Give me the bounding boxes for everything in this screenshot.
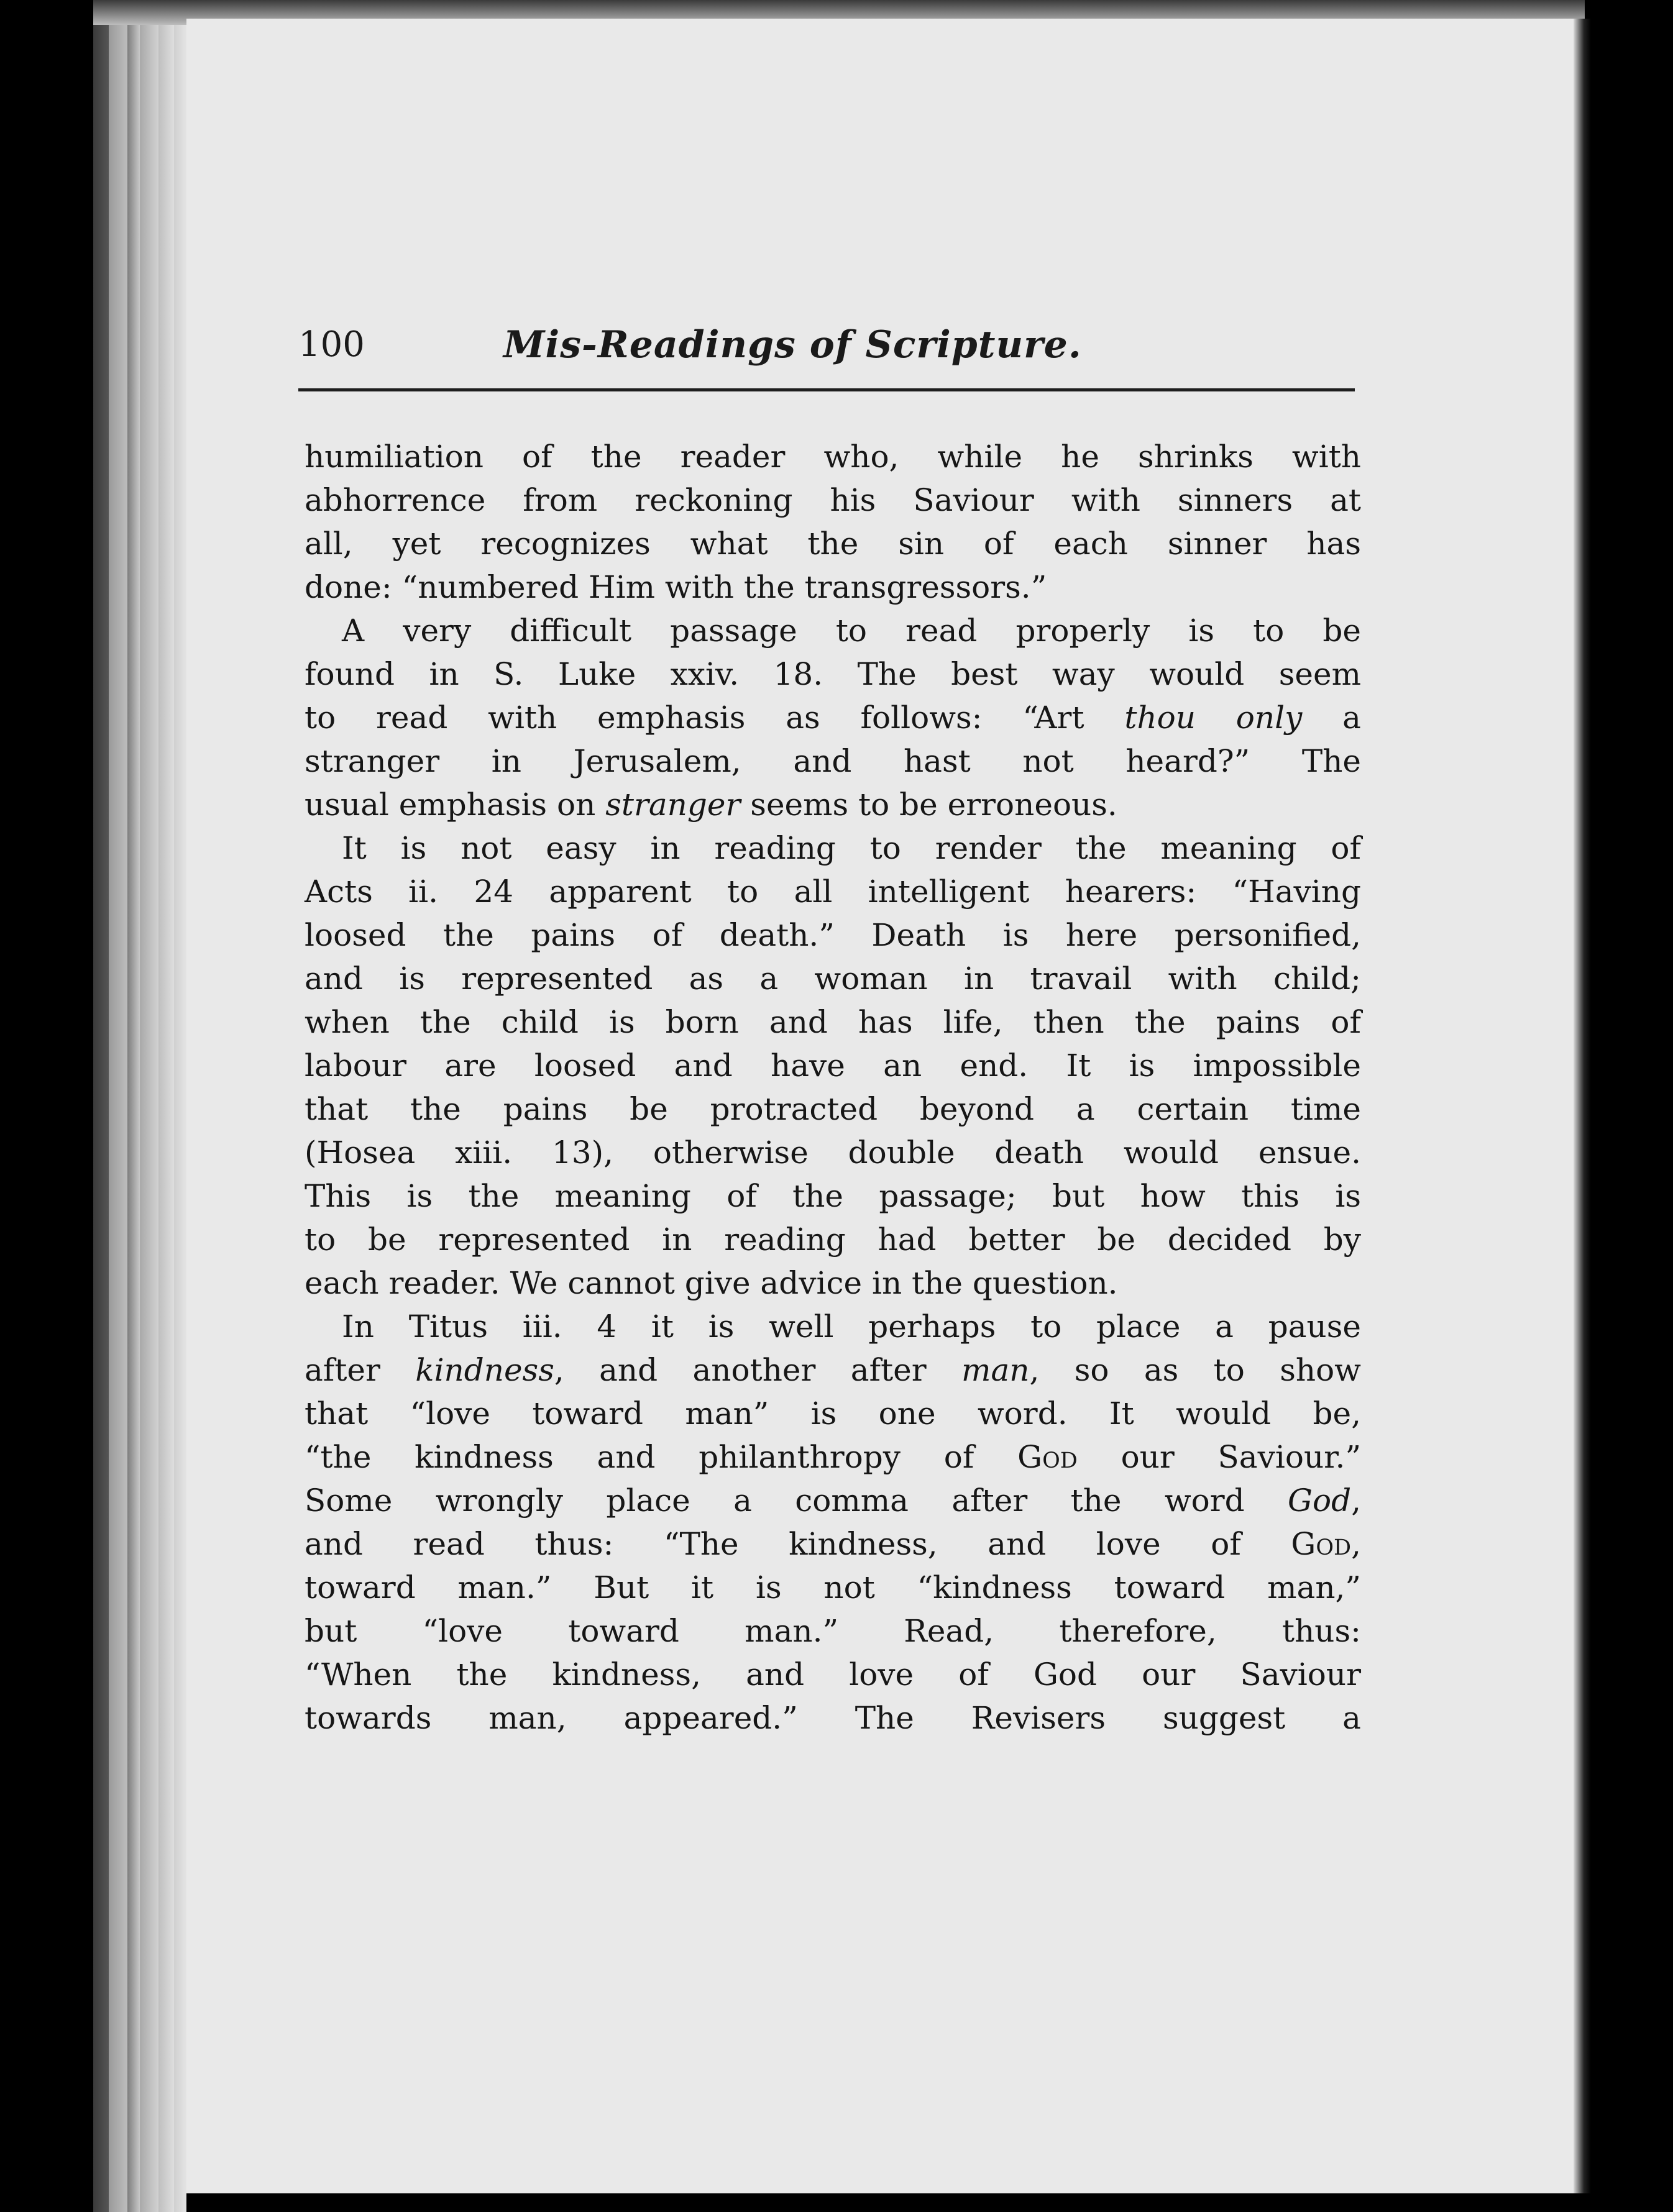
text-line: humiliation of the reader who, while he shrinks with [305, 439, 1361, 475]
text-line: A very difficult passage to read properly is to be [342, 613, 1361, 649]
text-run: to read with emphasis as follows: “Art [305, 700, 1084, 736]
text-line: Acts ii. 24 apparent to all intelligent hearers: “Having [305, 874, 1361, 910]
text-line: “When the kindness, and love of God our Saviour [305, 1657, 1361, 1693]
small-caps-text: God [1017, 1439, 1078, 1475]
page-number: 100 [298, 324, 365, 365]
text-line: abhorrence from reckoning his Saviour with sinners at [305, 482, 1361, 518]
text-line: It is not easy in reading to render the meaning of [342, 830, 1361, 866]
text-line: to be represented in reading had better be decided by [305, 1222, 1361, 1258]
text-line [305, 1479, 1361, 1522]
text-run: a [1342, 700, 1361, 736]
text-line: but “love toward man.” Read, therefore, thus: [305, 1613, 1361, 1649]
text-run: , [1351, 1526, 1361, 1562]
text-line: towards man, appeared.” The Revisers suggest a [305, 1700, 1361, 1736]
text-run: , so as to show [1029, 1352, 1361, 1388]
text-line: and is represented as a woman in travail with child; [305, 961, 1361, 997]
text-line: toward man.” But it is not “kindness toward man,” [305, 1570, 1361, 1606]
text-line: done: “numbered Him with the transgressors.” [305, 569, 1047, 605]
body-text [305, 435, 1361, 1740]
text-run: , and another after [554, 1352, 927, 1388]
text-line [305, 1435, 1361, 1479]
text-line: that “love toward man” is one word. It would be, [305, 1396, 1361, 1432]
text-run: , [1351, 1483, 1361, 1519]
running-title: Mis-Readings of Scripture. [503, 323, 1082, 367]
emphasis-text: man [961, 1352, 1030, 1388]
text-run: “the kindness and philanthropy of [305, 1439, 974, 1475]
text-line: all, yet recognizes what the sin of each sinner has [305, 526, 1361, 562]
text-line: when the child is born and has life, then the pains of [305, 1004, 1361, 1040]
text-line [305, 783, 1361, 826]
text-line: (Hosea xiii. 13), otherwise double death would ensue. [305, 1135, 1361, 1171]
text-line: stranger in Jerusalem, and hast not heard?” The [305, 743, 1361, 779]
header-rule [298, 388, 1355, 391]
text-run: Some wrongly place a comma after the word [305, 1483, 1245, 1519]
text-line [305, 1348, 1361, 1392]
emphasis-text: thou only [1124, 700, 1303, 736]
text-line: that the pains be protracted beyond a certain time [305, 1091, 1361, 1127]
small-caps-text: God [1291, 1526, 1352, 1562]
text-line: labour are loosed and have an end. It is impossible [305, 1048, 1361, 1084]
text-run: our Saviour.” [1121, 1439, 1362, 1475]
running-head [298, 317, 1355, 373]
page-gutter [1574, 19, 1591, 2193]
text-line: found in S. Luke xxiv. 18. The best way would seem [305, 656, 1361, 692]
text-line [305, 1522, 1361, 1566]
text-line: This is the meaning of the passage; but how this is [305, 1178, 1361, 1214]
text-line: each reader. We cannot give advice in the question. [305, 1265, 1118, 1301]
book-page-edges [0, 0, 186, 2212]
text-run: usual emphasis on [305, 787, 596, 823]
text-line: loosed the pains of death.” Death is here personified, [305, 917, 1361, 953]
scan-right-edge [1591, 0, 1673, 2212]
emphasis-text: stranger [605, 787, 741, 823]
emphasis-text: God [1288, 1483, 1352, 1519]
emphasis-text: kindness [415, 1352, 554, 1388]
text-run: seems to be erroneous. [750, 787, 1117, 823]
text-line [305, 696, 1361, 739]
text-run: and read thus: “The kindness, and love of [305, 1526, 1241, 1562]
text-line: In Titus iii. 4 it is well perhaps to place a pause [342, 1309, 1361, 1345]
text-run: after [305, 1352, 380, 1388]
